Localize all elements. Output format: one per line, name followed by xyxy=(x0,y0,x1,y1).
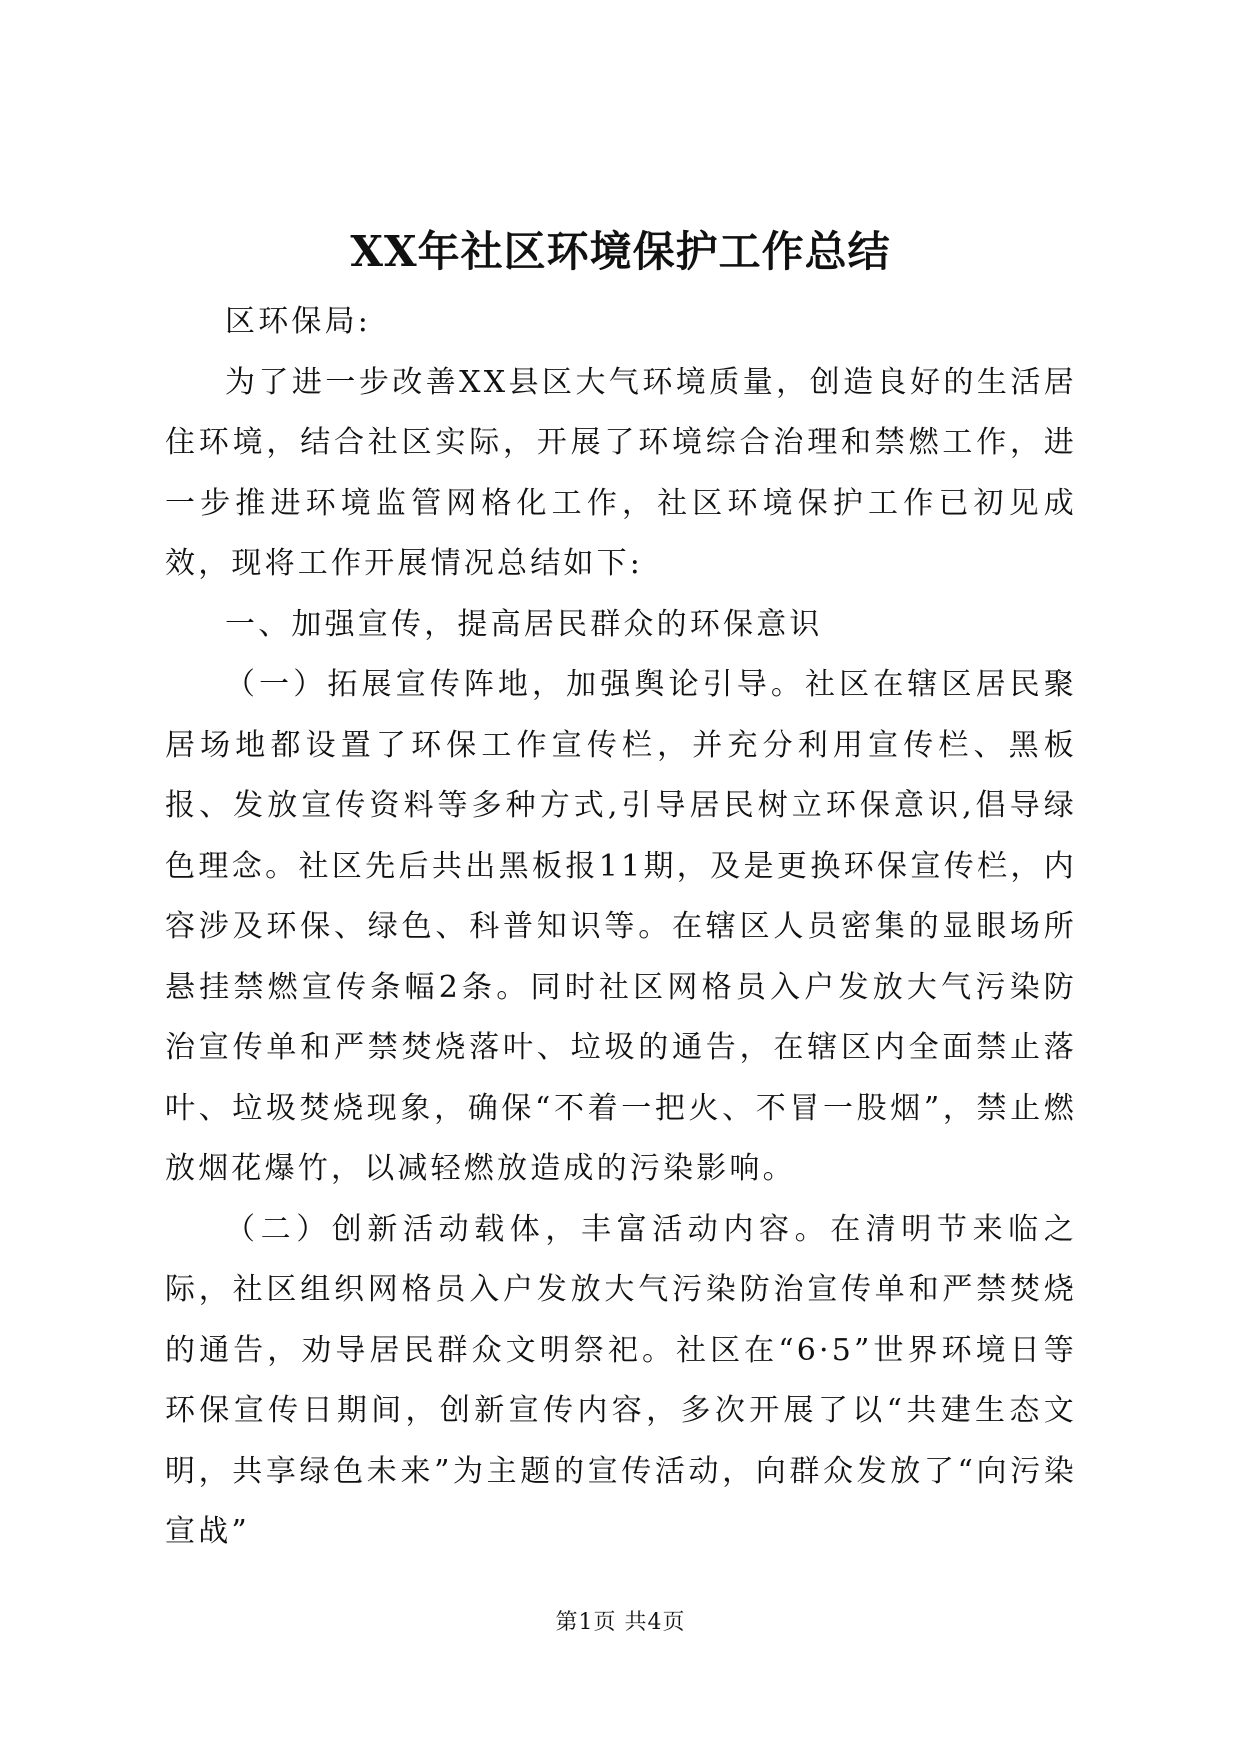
document-body xyxy=(165,292,1077,1563)
intro-paragraph: 为了进一步改善XX县区大气环境质量，创造良好的生活居住环境，结合社区实际，开展了环境综合治理和禁燃工作，进一步推进环境监管网格化工作，社区环境保护工作已初见成效，现将工作开展情况总结如下: xyxy=(165,364,1077,581)
salutation-paragraph: 区环保局: xyxy=(225,304,372,339)
section-heading-1: 一、加强宣传，提高居民群众的环保意识 xyxy=(225,606,823,642)
page-number-footer: 第1页 共4页 xyxy=(555,1610,686,1635)
body-paragraph: （二）创新活动载体，丰富活动内容。在清明节来临之际，社区组织网格员入户发放大气污染防治宣传单和严禁焚烧的通告，劝导居民群众文明祭祀。社区在“6·5”世界环境日等环保宣传日期间，创新宣传内容，多次开展了以“共建生态文明，共享绿色未来”为主题的宣传活动，向群众发放了“向污染宣战” xyxy=(165,1211,1077,1549)
document-title: XX年社区环境保护工作总结 xyxy=(350,227,891,276)
body-paragraph: （一）拓展宣传阵地，加强舆论引导。社区在辖区居民聚居场地都设置了环保工作宣传栏，并充分利用宣传栏、黑板报、发放宣传资料等多种方式,引导居民树立环保意识,倡导绿色理念。社区先后共出黑板报11期，及是更换环保宣传栏，内容涉及环保、绿色、科普知识等。在辖区人员密集的显眼场所悬挂禁燃宣传条幅2条。同时社区网格员入户发放大气污染防治宣传单和严禁焚烧落叶、垃圾的通告，在辖区内全面禁止落叶、垃圾焚烧现象，确保“不着一把火、不冒一股烟”，禁止燃放烟花爆竹，以减轻燃放造成的污染影响。 xyxy=(165,667,1077,1186)
